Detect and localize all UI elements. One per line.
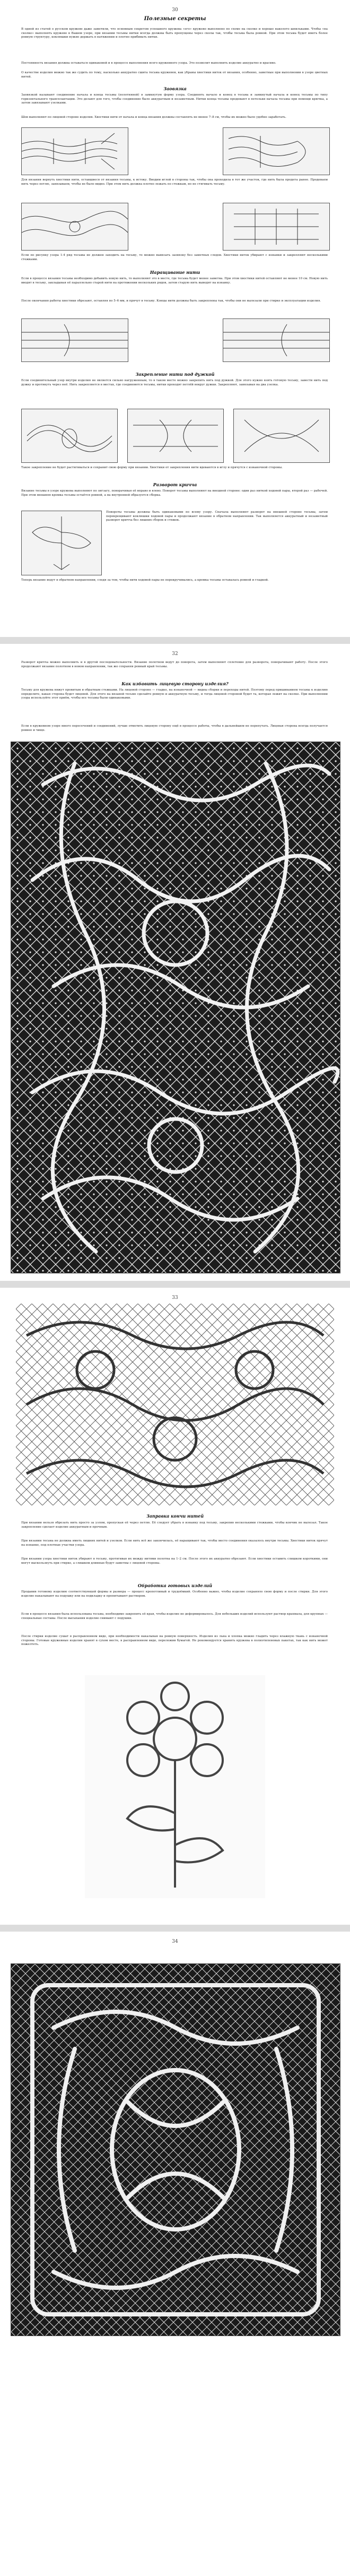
page-number: 32 [172,651,178,657]
braid-diagram [223,203,329,250]
paragraph: Повороты тесьмы должны быть одинаковыми по всему узору. Сначала выполняют разворот на внешней стороне тесьмы, затем перекрещивают коклюшки ходовой пары и продолжают вязание в обратном направлении. Так выполняется аккуратный и незаметный разворот кричча без лишних сборок и стяжек. [106,511,328,522]
paragraph: Теперь вязание ведут в обратном направлении, следя за тем, чтобы нити ходовой пары не перекручивались, а кромка тесьмы оставалась ровной и гладкой. [21,579,269,582]
diagram-turn [21,511,102,575]
lace-photo-square [11,1963,340,2336]
lace-pattern [11,742,340,1273]
paragraph: При вязании тесьма не должна иметь лишних нитей и узелков. Если нить всё же закончилась, её наращивают так, чтобы место соединения оказалось внутри тесьмы. Хвостики ниток прячут на изнанке, под плотные участки узора. [21,1539,328,1547]
page-title: Полезные секреты [144,16,206,22]
paragraph: Если соединительный узор внутри изделия не является сильно нагруженным, то в таком месте можно закрепить нить под дужкой. Для этого нужно взять готовую тесьму, завести нить под дужку и протянуть через неё. Нить закрепляется в местах, где соединяются тесьмы, нитки проходят петлёй вокруг дужки. Закрепляют, завязывая на два узелка. [21,379,328,386]
diagram-join-1 [21,127,128,175]
diagram-thread-add-2 [223,318,330,362]
diagram-loop-2 [127,409,224,463]
paragraph: При вязании нельзя обрезать нить просто за узлом, пропуская её через петлю. Её следует убрать в изнанку под тесьму, закрепив несколькими стежками, чтобы кончик не вылезал. Такое закрепление сделает изделие аккуратным и прочным. [21,1521,328,1529]
diagram-loop-1 [21,409,118,463]
lace-photo-large [11,742,340,1273]
thread-diagram [22,319,128,361]
paragraph: Если в процессе вязания тесьмы необходимо добавить новую нить, то выполняют это в месте, где тесьма будет менее заметна. При этом хвостики нитей оставляют не менее 10 см. Новую нить вводят в тесьму, закладывая её параллельно старой нити на протяжении нескольких рядов, затем старую нить выводят на изнанку. [21,277,328,285]
braid-diagram [22,128,128,175]
paragraph: После стирки изделие сушат в расправленном виде, при необходимости накалывая на ровную поверхность. Изделия из льна и хлопка можно гладить через влажную ткань с изнаночной стороны. Готовые кружевные изделия хранят в сухом месте, в расправленном виде, переложив бумагой. Не рекомендуется хранить кружева в полиэтиленовых пакетах, так как нить может пожелтеть. [21,1635,328,1647]
paragraph: Разворот кричча можно выполнить и в другой последовательности. Вязание полотном ведут до поворота, затем выполняют сплетение для разворота, поворачивают работу. После этого продолжают вязание полотном в новом направлении, так же сохраняя ровный край тесьмы. [21,661,328,668]
loop-diagram [22,409,117,462]
braid-diagram [22,203,128,250]
paragraph: Если в кружевном узоре много пересечений и соединений, лучше отметить лицевую сторону ещё в процессе работы, чтобы в дальнейшем не перепутать. Лицевая сторона всегда получается ровнее и чище. [21,725,328,732]
page-number: 33 [172,1295,178,1300]
section-heading: Заовязка [163,86,187,91]
paragraph: Если в процессе вязания была использована тесьма, необходимо закрепить её края, чтобы изделие не деформировалось. Для небольших изделий используют раствор крахмала, для крупных — специальные составы. После высыхания изделие снимают с подушки. [21,1613,328,1620]
paragraph: О качестве изделия можно так же судить по тому, насколько аккуратно сшита тесьма кружевов, как убраны хвостики ниток от вязания, особенно, заметные при выполнении в узоре цветных нитей. [21,71,328,79]
diagram-loop-3 [233,409,330,463]
paragraph: В одной из статей о русском кружеве даже заметили, что основным секретом успешного кружева «его» кружево выполнено по схеме на сколке и хорошо наколото шпильками. Чтобы «на сколке» выполнять кружево в Вашем узоре, при вязании тесьмы нитки всегда должны быть пропущены через сколы так, чтобы тесьма была ровной. При этом тесьма будет иметь более ровную структуру, коклюшки нужно держать в натяжении и плотно прибивать нитки. [21,28,328,39]
paragraph: Постоянность вязания должна оставаться одинаковой и в процессе выполнения всего кружевного узора. Это позволит выполнить изделие аккуратно и красиво. [21,62,276,65]
section-heading: Как избавить лицевую сторону изделия? [121,681,229,686]
page-34 [0,1932,350,2576]
loop-diagram [234,409,329,462]
diagram-join-2 [223,127,330,175]
paragraph: Тесьму для кружева вяжут провитым и обратным стежками. На лицевой стороне — гладко, на изнаночной — видны сборки и переходы нитей. Поэтому перед пришиванием тесьмы к изделию определите, какая сторона будет лицевой. Для этого на вязаной тесьме сделайте ровную и аккуратную тесьму, и тогда лицевой стороной будет та, которая лежит на сколке. При выполнении узора используйте этот приём, чтобы все тесьмы были одинаковыми. [21,688,328,700]
section-heading: Заправка кончи нитей [146,1513,204,1519]
lace-photo-strip [16,1304,334,1505]
page-number: 34 [172,1939,178,1944]
diagram-thread-add-1 [21,318,128,362]
paragraph: Продавив готовому изделию соответствующей формы и размера — процесс кропотливый и трудоёмкий. Особенно важно, чтобы изделие сохраняло свою форму и после стирки. Для этого изделие накалывают на подушку или на подкладку и пропитывают раствором. [21,1590,328,1598]
page-32 [0,644,350,1281]
figure-caption: Для вязания вернуть хвостики нити, оставшиеся от вязания тесьмы, к истоку. Вводим иглой в стороны так, чтобы она проходила в тот же участок, где нить была продета ранее. Продеваем нить через петлю, завязываем, чтобы не было видно. При этом нить должна плотно лежать по стежкам, но не стягивать тесьму. [21,178,328,186]
paragraph: Вязание тесьмы в узоре кружева выполняют по зигзагу, поворачивая её вправо и влево. Поворот тесьмы выполняют на внешней стороне: один раз ниткой ходовой пары, второй раз — рабочей. При этом внешняя кромка тесьмы остаётся ровной, а на внутренней образуется сборка. [21,489,328,497]
lace-pattern [16,1304,334,1505]
section-heading: Обработка готовых изделий [137,1583,213,1588]
paragraph: После окончания работы хвостики обрезают, оставляя по 5–6 мм, и прячут в тесьму. Концы нити должны быть закреплены так, чтобы они не вылезали при стирке и эксплуатации изделия. [21,299,321,303]
loop-diagram [128,409,223,462]
thread-diagram [223,319,329,361]
braid-diagram [223,128,329,175]
diagram-join-3 [21,203,128,251]
page-number: 30 [172,7,178,13]
section-heading: Закрепление нити под дужкой [135,372,215,377]
section-heading: Наращивание нити [150,270,200,275]
flower-lace [85,1675,265,1898]
section-heading: Разворот кричча [153,482,197,487]
turn-diagram [22,511,101,575]
paragraph: При вязании узора хвостики ниток убирают в тесьму, протягивая их между нитями полотна на 1–2 см. После этого их аккуратно обрезают. Если хвостики оставить слишком короткими, они могут выскользнуть при стирке, а слишком длинные будут заметны с лицевой стороны. [21,1557,328,1565]
figure-caption: Такое закрепление не будет растягиваться и сохранит свою форму при вязании. Хвостики от закрепления нити вдеваются в иглу и прячутся с изнаночной стороны. [21,466,283,469]
paragraph: Заовязкой называют соединение начала и конца тесьмы (полотняной) в замкнутую форму узора. Соединять начало и конец в тесьма и замкнутый начала и конец тесьмы по типу горизонтального трансплантации. Это делают для того, чтобы соединение было аккуратным и незаметным. Нитки конца тесьмы продевают в петельки начала тесьмы при помощи крючка, а затем завязывают узелками. [21,93,328,105]
lace-pattern [11,1964,340,2336]
diagram-join-4 [223,203,330,251]
figure-caption: Если по рисунку узора 1-4 ряд тесьмы не должен заходить на тесьму, то можно вывязать заовязку без заметных следов. Хвостики ниток убирают с изнанки и закрепляют несколькими стежками. [21,254,328,261]
page-30 [0,0,350,637]
lace-flower-diagram [85,1675,265,1898]
page-33 [0,1288,350,1925]
paragraph: Шов выполняют по лицевой стороне изделия. Хвостики нити от начала и конца вязания должны составлять не менее 7–8 см, чтобы их можно было удобно заработать. [21,116,286,119]
